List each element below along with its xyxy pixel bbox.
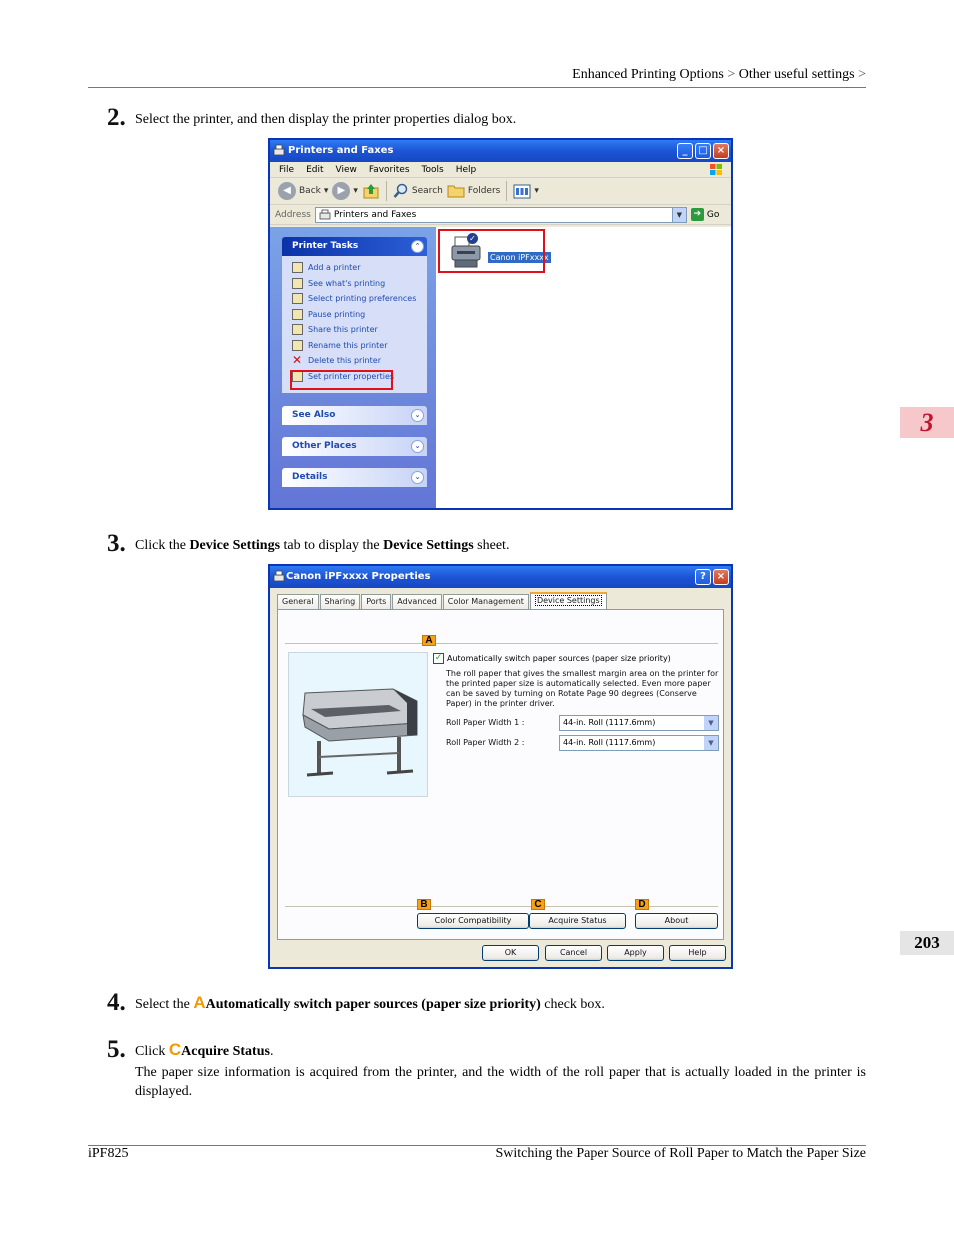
task-pause-printing[interactable] — [292, 307, 365, 321]
step-emphasis: Device Settings — [189, 538, 281, 553]
collapse-chevron-icon[interactable]: ⌃ — [411, 240, 424, 253]
device-settings-sheet — [277, 609, 724, 940]
task-label: Select printing preferences — [308, 293, 417, 303]
tab-device-settings[interactable] — [530, 592, 607, 609]
step-text: Select the — [135, 997, 194, 1012]
expand-chevron-icon[interactable]: ⌄ — [411, 440, 424, 453]
step-text: . — [269, 1044, 274, 1059]
step-5-description: The paper size information is acquired from the printer, and the width of the roll paper that is actually loaded in the printer is displayed. — [135, 1065, 866, 1099]
tab-sharing[interactable]: Sharing — [320, 594, 361, 609]
about-button[interactable]: About — [635, 913, 718, 929]
back-label: Back — [299, 186, 321, 196]
task-select-printing-preferences[interactable] — [292, 291, 416, 305]
title-buttons — [695, 569, 729, 585]
default-printer-check-icon: ✓ — [467, 233, 478, 244]
step-4 — [107, 989, 605, 1017]
maximize-button[interactable]: □ — [695, 143, 711, 159]
menu-view[interactable]: View — [335, 165, 357, 175]
step-emphasis: Device Settings — [383, 538, 474, 553]
task-see-whats-printing[interactable] — [292, 276, 385, 290]
toolbar-separator — [386, 181, 387, 201]
select-value: 44-in. Roll (1117.6mm) — [563, 718, 656, 727]
search-button[interactable] — [393, 183, 443, 199]
search-label: Search — [411, 186, 443, 196]
folders-icon — [447, 183, 465, 199]
folder-content-area — [270, 227, 731, 508]
tab-ports[interactable]: Ports — [361, 594, 391, 609]
add-printer-icon — [292, 262, 303, 273]
printer-properties-dialog — [268, 564, 733, 969]
print-queue-icon — [292, 278, 303, 289]
close-button[interactable]: × — [713, 143, 729, 159]
step-5 — [107, 1036, 273, 1064]
task-label: Rename this printer — [308, 340, 388, 350]
footer-section-title: Switching the Paper Source of Roll Paper to Match the Paper Size — [495, 1146, 866, 1161]
forward-arrow-icon: ▶ — [332, 182, 350, 200]
views-button[interactable] — [513, 184, 539, 199]
folders-label: Folders — [467, 186, 501, 196]
printer-illustration — [288, 652, 428, 797]
other-places-title: Other Places — [292, 441, 357, 451]
ok-button[interactable]: OK — [482, 945, 539, 961]
highlight-printer — [438, 229, 545, 273]
see-also-title: See Also — [292, 410, 336, 420]
go-button[interactable] — [691, 208, 719, 221]
tab-strip — [277, 594, 608, 609]
highlight-set-printer-properties — [290, 370, 393, 390]
roll-paper-width-1-label: Roll Paper Width 1 : — [446, 718, 525, 727]
address-value: Printers and Faxes — [333, 209, 417, 220]
close-button[interactable]: × — [713, 569, 729, 585]
printer-folder-icon — [319, 209, 331, 220]
share-icon — [292, 324, 303, 335]
breadcrumb-item-2[interactable]: Other useful settings — [738, 67, 855, 82]
marker-c: C — [168, 1040, 182, 1059]
printer-tasks-header[interactable] — [282, 237, 427, 256]
task-label: See what's printing — [308, 278, 386, 288]
task-label: Add a printer — [308, 262, 361, 272]
preferences-icon — [292, 293, 303, 304]
back-arrow-icon: ◀ — [278, 182, 296, 200]
task-label: Delete this printer — [308, 355, 381, 365]
rename-icon — [292, 340, 303, 351]
footer-model: iPF825 — [88, 1146, 129, 1161]
menu-help[interactable]: Help — [455, 165, 477, 175]
search-icon — [393, 183, 409, 199]
tab-advanced[interactable]: Advanced — [392, 594, 442, 609]
printer-name: Canon iPFxxxx — [490, 253, 549, 262]
forward-button[interactable] — [332, 182, 358, 200]
marker-a: A — [193, 993, 206, 1012]
tab-color-management[interactable]: Color Management — [443, 594, 529, 609]
details-header[interactable] — [282, 468, 427, 487]
toolbar-separator — [506, 181, 507, 201]
badge-d: D — [635, 899, 649, 910]
step-number: 2. — [107, 104, 126, 131]
breadcrumb-item-1[interactable]: Enhanced Printing Options — [572, 67, 724, 82]
roll-paper-width-2-select[interactable] — [559, 735, 719, 751]
chevron-down-icon[interactable]: ▼ — [704, 736, 718, 750]
menu-bar — [270, 162, 731, 178]
step-2 — [107, 104, 516, 132]
task-pane — [270, 227, 436, 508]
step-number: 3. — [107, 530, 126, 557]
chapter-tab[interactable]: 3 — [900, 407, 954, 438]
step-number: 5. — [107, 1036, 126, 1063]
address-label: Address — [275, 209, 311, 220]
dialog-title: Canon iPFxxxx Properties — [286, 571, 431, 582]
printers-and-faxes-window — [268, 138, 733, 510]
see-also-header[interactable] — [282, 406, 427, 425]
printer-tasks-title: Printer Tasks — [292, 241, 359, 251]
auto-switch-checkbox[interactable]: ✓ — [434, 653, 443, 663]
menu-file[interactable]: File — [279, 165, 295, 175]
delete-x-icon: ✕ — [292, 352, 303, 367]
dialog-titlebar — [270, 566, 731, 588]
task-add-printer[interactable] — [292, 260, 360, 274]
address-bar — [270, 205, 731, 225]
printer-folder-icon — [273, 144, 285, 157]
step-emphasis: Automatically switch paper sources (paper size priority) — [205, 997, 541, 1012]
step-emphasis: Acquire Status — [181, 1044, 270, 1059]
step-number: 4. — [107, 989, 126, 1016]
auto-switch-checkbox-row[interactable] — [433, 653, 671, 664]
views-icon — [513, 184, 531, 199]
header-divider — [88, 87, 866, 88]
other-places-header[interactable] — [282, 437, 427, 456]
toolbar — [270, 178, 731, 205]
step-text: Click — [135, 1044, 169, 1059]
task-delete-printer[interactable] — [292, 353, 381, 367]
dropdown-arrow-icon: ▾ — [353, 186, 358, 196]
address-field[interactable] — [315, 207, 687, 223]
details-title: Details — [292, 472, 328, 482]
back-button[interactable] — [278, 182, 328, 200]
menu-favorites[interactable]: Favorites — [368, 165, 410, 175]
help-dialog-button[interactable]: Help — [669, 945, 726, 961]
windows-logo-icon — [709, 163, 723, 176]
step-text: Click the — [135, 538, 190, 553]
step-text: sheet. — [473, 538, 510, 553]
color-compatibility-button[interactable]: Color Compatibility — [417, 913, 529, 929]
window-title: Printers and Faxes — [288, 145, 394, 156]
step-text: Select the printer, and then display the printer properties dialog box. — [135, 112, 517, 127]
step-3 — [107, 530, 509, 558]
chevron-down-icon[interactable]: ▼ — [704, 716, 718, 730]
step-text: tab to display the — [280, 538, 384, 553]
up-folder-icon[interactable] — [362, 182, 380, 200]
go-label: Go — [706, 209, 720, 220]
group-divider — [285, 906, 718, 907]
menu-tools[interactable]: Tools — [421, 165, 444, 175]
minimize-button[interactable]: _ — [677, 143, 693, 159]
breadcrumb-separator: > — [858, 67, 866, 82]
roll-paper-width-2-label: Roll Paper Width 2 : — [446, 738, 525, 747]
apply-button[interactable]: Apply — [607, 945, 664, 961]
badge-c: C — [531, 899, 545, 910]
badge-a: A — [422, 635, 436, 646]
select-value: 44-in. Roll (1117.6mm) — [563, 738, 656, 747]
breadcrumb — [572, 67, 866, 83]
task-label: Set printer properties — [308, 371, 395, 381]
dropdown-arrow-icon: ▾ — [323, 186, 329, 196]
setting-description: The roll paper that gives the smallest margin area on the printer for the printed paper size is automatically selected. Even more paper can be saved by turning on Rotate Page 90 degrees (Conserve Paper) in the printer driver. — [446, 669, 719, 708]
task-share-printer[interactable] — [292, 322, 378, 336]
tab-general[interactable]: General — [277, 594, 319, 609]
expand-chevron-icon[interactable]: ⌄ — [411, 471, 424, 484]
breadcrumb-separator: > — [727, 67, 736, 82]
task-label: Share this printer — [308, 324, 378, 334]
checkbox-label: Automatically switch paper sources (paper size priority) — [447, 654, 671, 663]
task-label: Pause printing — [308, 309, 366, 319]
large-format-printer-icon — [289, 653, 427, 796]
help-button[interactable]: ? — [695, 569, 711, 585]
go-arrow-icon: ➔ — [691, 208, 704, 221]
menu-edit[interactable]: Edit — [306, 165, 324, 175]
group-divider — [285, 643, 718, 644]
roll-paper-width-1-select[interactable] — [559, 715, 719, 731]
chevron-down-icon[interactable]: ▼ — [672, 208, 686, 222]
dropdown-arrow-icon: ▾ — [534, 186, 539, 196]
folders-button[interactable] — [447, 183, 501, 199]
page-number: 203 — [900, 931, 954, 955]
task-rename-printer[interactable] — [292, 338, 388, 352]
title-buttons — [677, 143, 729, 159]
step-text: check box. — [540, 997, 605, 1012]
acquire-status-button[interactable]: Acquire Status — [529, 913, 626, 929]
pause-icon — [292, 309, 303, 320]
printer-icon — [273, 570, 285, 583]
tab-label: Device Settings — [536, 596, 600, 605]
cancel-button[interactable]: Cancel — [545, 945, 602, 961]
expand-chevron-icon[interactable]: ⌄ — [411, 409, 424, 422]
window-titlebar — [270, 140, 731, 162]
badge-b: B — [417, 899, 431, 910]
